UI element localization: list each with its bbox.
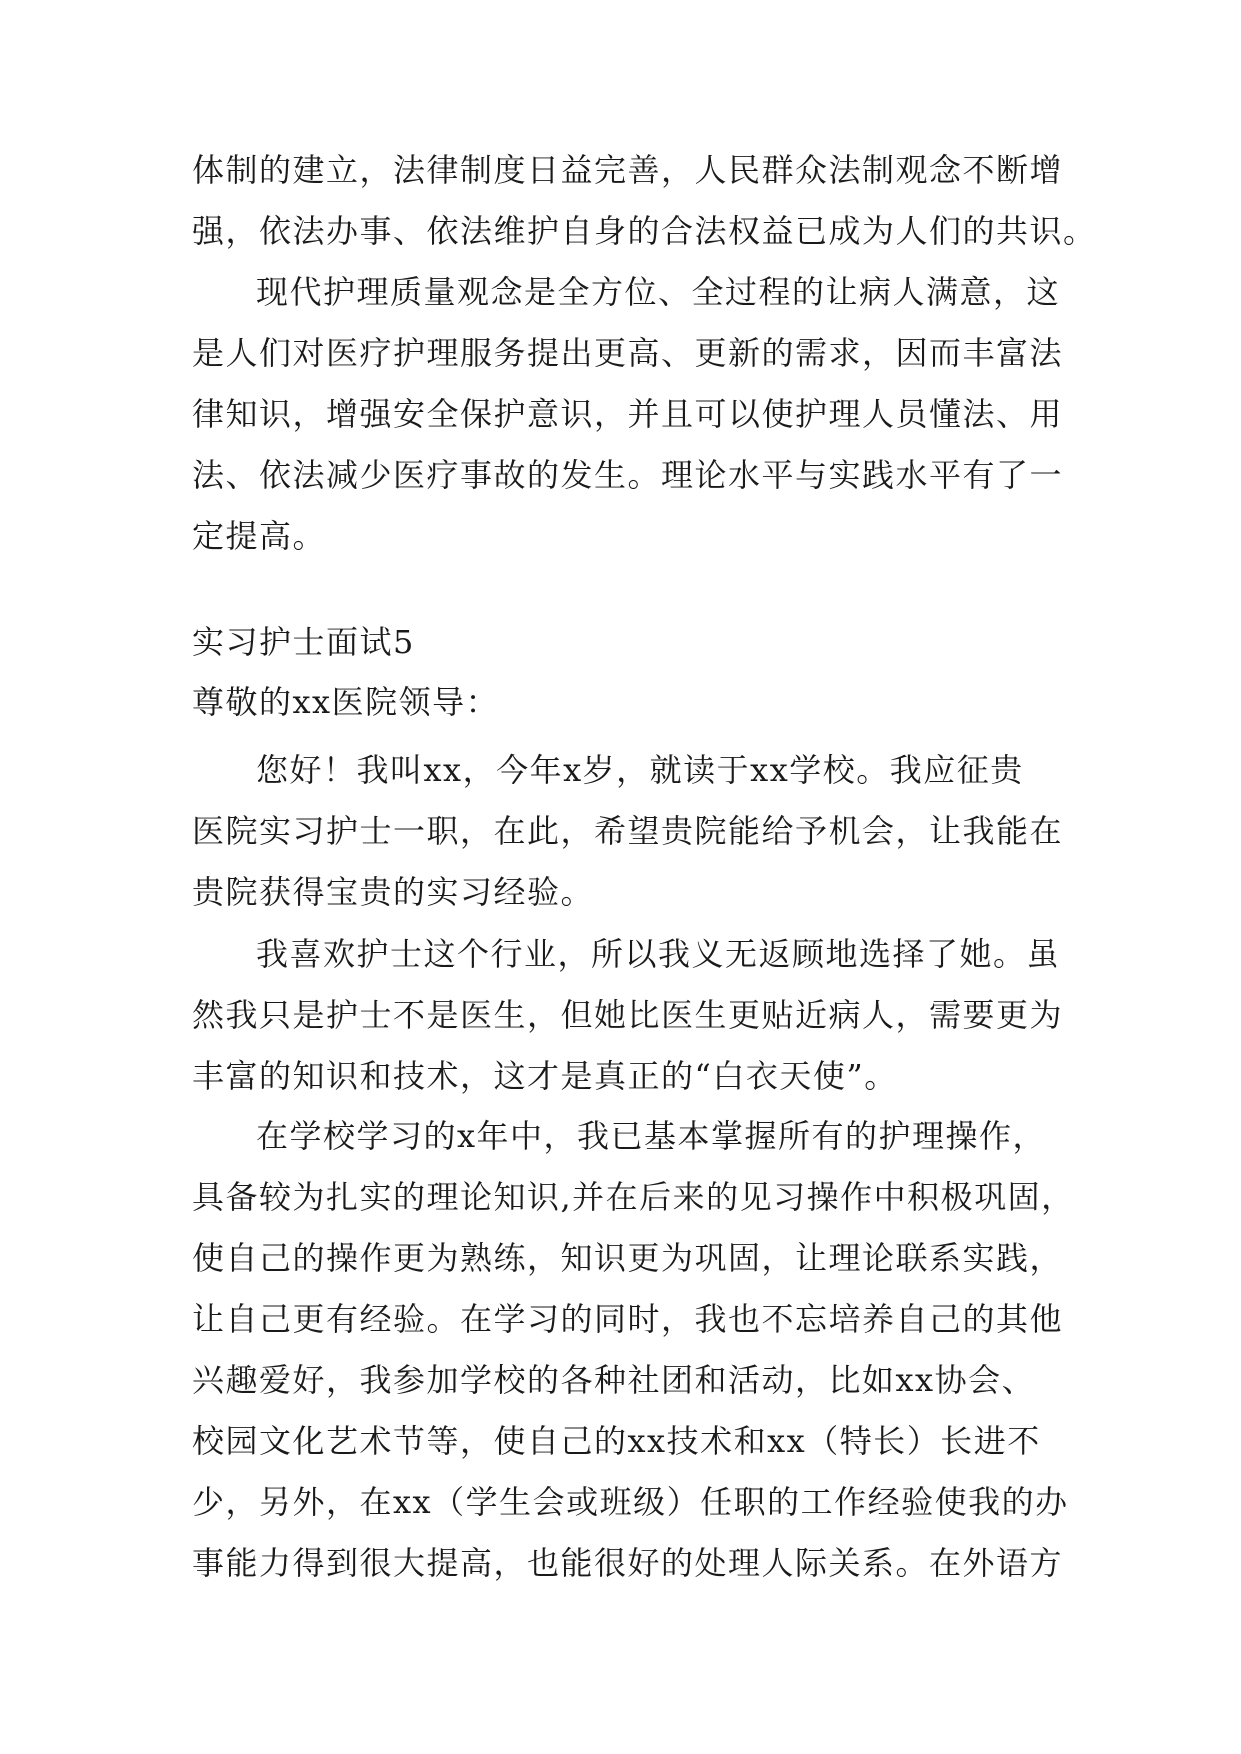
paragraph-line: 具备较为扎实的理论知识,并在后来的见习操作中积极巩固， [192, 1178, 1075, 1216]
paragraph-line: 少，另外，在xx（学生会或班级）任职的工作经验使我的办 [192, 1483, 1069, 1521]
paragraph-line: 现代护理质量观念是全方位、全过程的让病人满意，这 [256, 273, 1061, 311]
paragraph-line: 是人们对医疗护理服务提出更高、更新的需求，因而丰富法 [192, 334, 1064, 372]
paragraph-line: 律知识，增强安全保护意识，并且可以使护理人员懂法、用 [192, 395, 1064, 433]
paragraph-line: 兴趣爱好，我参加学校的各种社团和活动，比如xx协会、 [192, 1361, 1036, 1399]
continuation-paragraph-1 [192, 140, 1097, 262]
paragraph-line: 然我只是护士不是医生，但她比医生更贴近病人，需要更为 [192, 996, 1064, 1034]
paragraph-line: 定提高。 [192, 517, 327, 555]
section-title: 实习护士面试5 [192, 623, 415, 661]
paragraph-line: 体制的建立，法律制度日益完善，人民群众法制观念不断增 [192, 151, 1064, 189]
body-paragraph-3 [192, 1106, 1075, 1594]
paragraph-line: 丰富的知识和技术，这才是真正的“白衣天使”。 [192, 1057, 898, 1095]
salutation: 尊敬的xx医院领导： [192, 683, 500, 721]
paragraph-line: 贵院获得宝贵的实习经验。 [192, 873, 595, 911]
paragraph-line: 法、依法减少医疗事故的发生。理论水平与实践水平有了一 [192, 456, 1064, 494]
paragraph-line: 您好！我叫xx，今年x岁，就读于xx学校。我应征贵 [256, 751, 1024, 789]
paragraph-line: 医院实习护士一职，在此，希望贵院能给予机会，让我能在 [192, 812, 1064, 850]
paragraph-line: 让自己更有经验。在学习的同时，我也不忘培养自己的其他 [192, 1300, 1064, 1338]
paragraph-line: 校园文化艺术节等，使自己的xx技术和xx（特长）长进不 [192, 1422, 1041, 1460]
paragraph-line: 事能力得到很大提高，也能很好的处理人际关系。在外语方 [192, 1544, 1064, 1582]
body-paragraph-1 [192, 740, 1072, 923]
paragraph-line: 我喜欢护士这个行业，所以我义无返顾地选择了她。虽 [256, 935, 1061, 973]
continuation-paragraph-2 [192, 262, 1072, 567]
paragraph-line: 使自己的操作更为熟练，知识更为巩固，让理论联系实践， [192, 1239, 1064, 1277]
paragraph-line: 在学校学习的x年中，我已基本掌握所有的护理操作， [256, 1117, 1047, 1155]
body-paragraph-2 [192, 924, 1072, 1107]
paragraph-line: 强，依法办事、依法维护自身的合法权益已成为人们的共识。 [192, 212, 1097, 250]
